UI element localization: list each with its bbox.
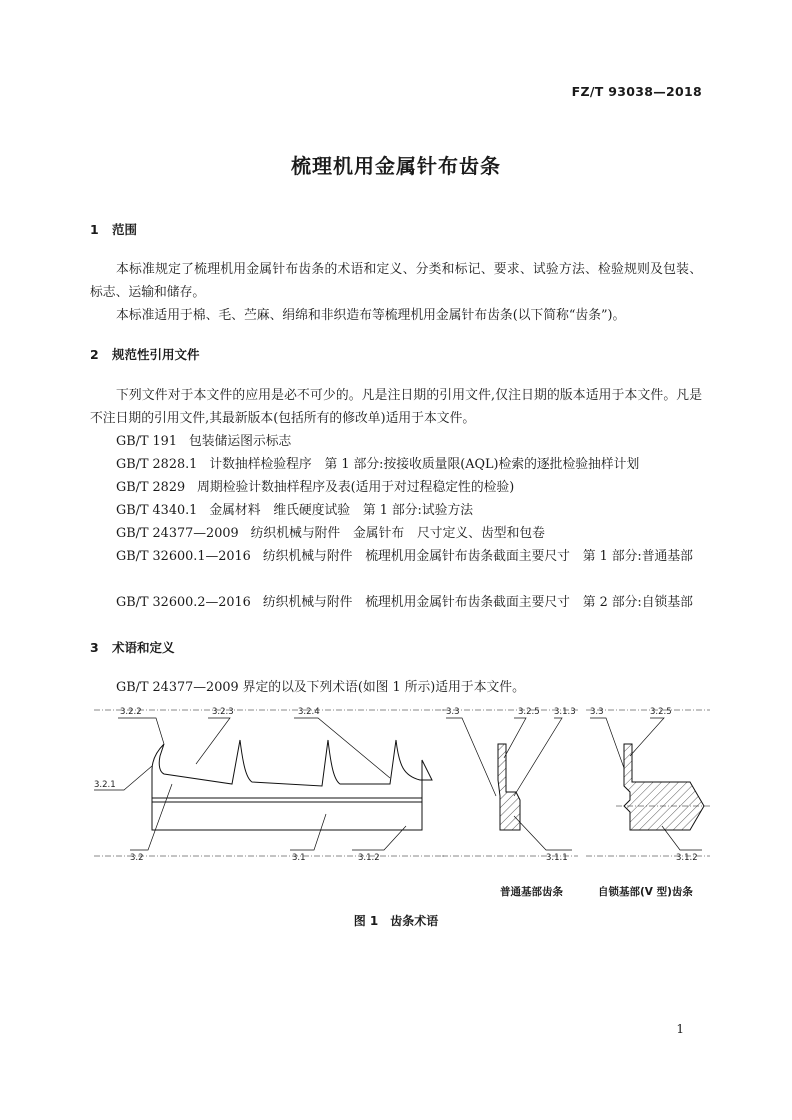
reference-code: GB/T 32600.1—2016 [116,549,251,564]
reference-item [90,591,702,614]
label-3-2-2: 3.2.2 [120,707,142,717]
reference-title: 纺织机械与附件 梳理机用金属针布齿条截面主要尺寸 第 2 部分:自锁基部 [262,595,693,610]
normal-base-section-drawing [442,710,578,856]
figure-sublabel-normal: 普通基部齿条 [500,886,563,898]
reference-item [90,545,702,568]
section-1-paragraph-1: 本标准规定了梳理机用金属针布齿条的术语和定义、分类和标记、要求、试验方法、检验规则及包装、标志、运输和储存。 [90,262,702,300]
figure-sublabel-selflock: 自锁基部(V 型)齿条 [598,886,693,898]
reference-item [90,430,702,453]
document-title: 梳理机用金属针布齿条 [291,154,501,178]
tooth-strip-drawing [94,710,444,856]
label-3-2-1: 3.2.1 [94,780,116,790]
section-2-intro: 下列文件对于本文件的应用是必不可少的。凡是注日期的引用文件,仅注日期的版本适用于本文件。凡是不注日期的引用文件,其最新版本(包括所有的修改单)适用于本文件。 [90,388,702,426]
label-3-1: 3.1 [292,853,306,863]
reference-title: 周期检验计数抽样程序及表(适用于对过程稳定性的检验) [197,480,515,495]
label-3-3-right: 3.3 [590,707,604,717]
reference-code: GB/T 24377—2009 [116,526,239,541]
section-title: 术语和定义 [112,640,175,655]
label-3-1-3: 3.1.3 [554,707,576,717]
page-number: 1 [676,1022,684,1036]
reference-code: GB/T 32600.2—2016 [116,595,251,610]
reference-code: GB/T 2828.1 [116,457,198,472]
standard-code: FZ/T 93038—2018 [571,84,702,99]
label-3-1-1: 3.1.1 [546,853,568,863]
label-3-3: 3.3 [446,707,460,717]
section-heading-1 [90,220,137,238]
self-locking-section-drawing [586,710,710,856]
reference-code: GB/T 4340.1 [116,503,198,518]
label-3-2-5-right: 3.2.5 [650,707,672,717]
reference-item [90,499,702,522]
section-number: 3 [90,640,99,655]
reference-title: 包装储运图示标志 [188,434,292,449]
tooth-terminology-figure [90,700,710,870]
section-number: 2 [90,347,99,362]
section-3-intro: GB/T 24377—2009 界定的以及下列术语(如图 1 所示)适用于本文件。 [116,680,525,695]
reference-title: 纺织机械与附件 梳理机用金属针布齿条截面主要尺寸 第 1 部分:普通基部 [262,549,693,564]
reference-item [90,522,702,545]
label-3-2-3: 3.2.3 [212,707,234,717]
reference-code: GB/T 2829 [116,480,186,495]
reference-item [90,476,702,499]
reference-title: 计数抽样检验程序 第 1 部分:按接收质量限(AQL)检索的逐批检验抽样计划 [209,457,640,472]
section-title: 规范性引用文件 [112,347,200,362]
label-3-2: 3.2 [130,853,144,863]
reference-title: 纺织机械与附件 金属针布 尺寸定义、齿型和包卷 [250,526,545,541]
label-3-2-5: 3.2.5 [518,707,540,717]
label-3-1-2: 3.1.2 [358,853,380,863]
section-number: 1 [90,222,99,237]
label-3-1-2-right: 3.1.2 [676,853,698,863]
reference-code: GB/T 191 [116,434,177,449]
section-1-paragraph-2: 本标准适用于棉、毛、苎麻、绢绵和非织造布等梳理机用金属针布齿条(以下简称“齿条”)。 [116,308,626,323]
figure-caption: 图 1 齿条术语 [353,914,439,928]
reference-title: 金属材料 维氏硬度试验 第 1 部分:试验方法 [209,503,474,518]
label-3-2-4: 3.2.4 [298,707,320,717]
section-heading-3 [90,638,175,656]
reference-item [90,453,702,476]
section-title: 范围 [112,222,138,237]
section-heading-2 [90,345,200,363]
